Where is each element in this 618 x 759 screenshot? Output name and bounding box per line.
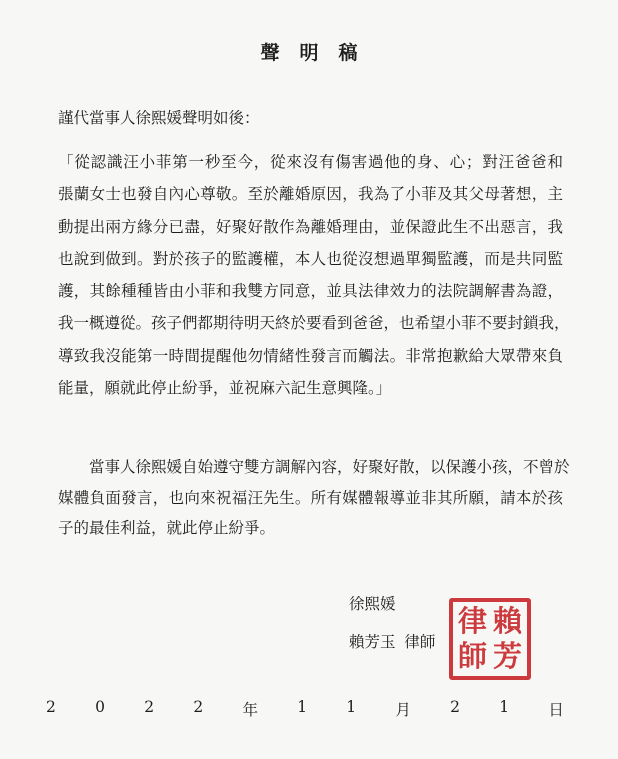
quote-line: 導致我沒能第一時間提醒他勿情緒性發言而觸法。非常抱歉給大眾帶來負	[58, 346, 563, 365]
lawyer-signature: 賴芳玉 律師	[349, 633, 436, 651]
quote-line: 張蘭女士也發自內心尊敬。至於離婚原因，我為了小菲及其父母著想，主	[58, 185, 563, 204]
date-char: 2	[450, 698, 461, 716]
seal-char: 律	[457, 604, 487, 638]
quote-line: 也說到做到。對於孩子的監護權，本人也從沒想過單獨監護，而是共同監	[58, 249, 563, 268]
quote-line: 「從認識汪小菲第一秒至今，從來沒有傷害過他的身、心；對汪爸爸和	[58, 153, 563, 171]
date-char: 日	[548, 701, 564, 719]
seal-char: 師	[457, 639, 487, 673]
date-char: 1	[499, 698, 510, 716]
intro-line: 謹代當事人徐熙媛聲明如後：	[58, 109, 260, 127]
signatory-name: 徐熙媛	[349, 595, 396, 613]
seal-char: 賴	[492, 604, 522, 638]
date-line	[46, 698, 564, 720]
quote-line: 動提出兩方緣分已盡，好聚好散作為離婚理由，並保證此生不出惡言，我	[58, 217, 563, 236]
note-line: 子的最佳利益，就此停止紛爭。	[58, 519, 276, 537]
quote-line: 護，其餘種種皆由小菲和我雙方同意，並具法律效力的法院調解書為證，	[58, 282, 563, 301]
date-char: 年	[242, 701, 258, 719]
statement-quote	[58, 146, 570, 404]
date-char: 2	[46, 698, 56, 716]
quote-line: 能量，願就此停止紛爭，並祝麻六記生意興隆。」	[58, 379, 392, 398]
date-char: 1	[297, 698, 308, 716]
counsel-note	[58, 452, 570, 544]
quote-line: 我一概遵從。孩子們都期待明天終於要看到爸爸，也希望小菲不要封鎖我，	[58, 314, 570, 333]
date-char: 月	[395, 701, 411, 719]
date-char: 2	[193, 698, 204, 716]
document-title: 聲明稿	[260, 42, 378, 64]
seal-char: 芳	[492, 639, 522, 673]
date-char: 1	[346, 698, 357, 716]
note-line: 當事人徐熙媛自始遵守雙方調解內容，好聚好散，以保護小孩，不曾於	[58, 458, 570, 476]
date-char: 0	[95, 698, 105, 716]
lawyer-seal-stamp	[449, 598, 531, 680]
note-line: 媒體負面發言，也向來祝福汪先生。所有媒體報導並非其所願，請本於孩	[58, 488, 563, 507]
date-char: 2	[144, 698, 155, 716]
